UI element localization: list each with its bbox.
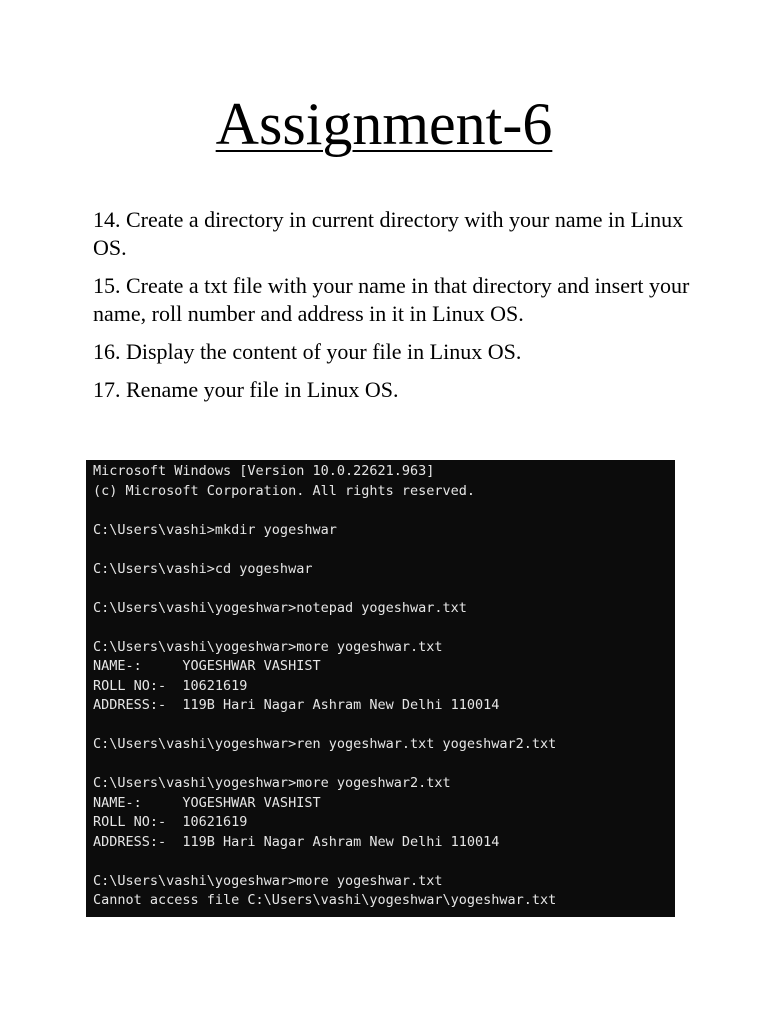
terminal-line-blank: [93, 540, 675, 560]
terminal-line-blank: [93, 579, 675, 599]
question-17: 17. Rename your file in Linux OS.: [93, 377, 399, 402]
terminal-line-output-roll: ROLL NO:- 10621619: [93, 677, 248, 694]
question-15: 15. Create a txt file with your name in that directory and insert your name, roll number and address in it in Linux OS.: [93, 273, 690, 326]
terminal-line-output-address: ADDRESS:- 119B Hari Nagar Ashram New Delhi 110014: [93, 833, 500, 850]
terminal-line-blank: [93, 755, 675, 775]
terminal-line-more-old: C:\Users\vashi\yogeshwar>more yogeshwar.txt: [93, 872, 443, 889]
terminal-line-output-address: ADDRESS:- 119B Hari Nagar Ashram New Delhi 110014: [93, 697, 500, 713]
terminal-line-blank: [93, 852, 675, 872]
terminal-line-blank: [93, 716, 675, 736]
terminal-line-notepad: C:\Users\vashi\yogeshwar>notepad yogeshwar.txt: [93, 599, 467, 616]
terminal-line-version: Microsoft Windows [Version 10.0.22621.963]: [93, 463, 435, 479]
assignment-title-text: Assignment-6: [215, 91, 553, 157]
terminal-line-more-renamed: C:\Users\vashi\yogeshwar>more yogeshwar2.txt: [93, 775, 451, 791]
terminal-line-blank: [93, 618, 675, 638]
terminal-line-mkdir: C:\Users\vashi>mkdir yogeshwar: [93, 521, 337, 538]
terminal-line-cd: C:\Users\vashi>cd yogeshwar: [93, 560, 313, 577]
terminal-line-output-name: NAME-: YOGESHWAR VASHIST: [93, 658, 321, 674]
terminal-line-error: Cannot access file C:\Users\vashi\yogeshwar\yogeshwar.txt: [93, 892, 557, 908]
question-14: 14. Create a directory in current directory with your name in Linux OS.: [93, 207, 684, 260]
terminal-line-more: C:\Users\vashi\yogeshwar>more yogeshwar.txt: [93, 638, 443, 655]
terminal-line-copyright: (c) Microsoft Corporation. All rights reserved.: [93, 482, 476, 499]
terminal-line-output-roll: ROLL NO:- 10621619: [93, 814, 248, 830]
assignment-title: [0, 88, 768, 160]
terminal-line-blank: [93, 501, 675, 521]
terminal-line-output-name: NAME-: YOGESHWAR VASHIST: [93, 794, 321, 811]
question-16: 16. Display the content of your file in Linux OS.: [93, 339, 522, 364]
terminal-line-ren: C:\Users\vashi\yogeshwar>ren yogeshwar.txt yogeshwar2.txt: [93, 736, 557, 752]
question-list: [93, 206, 693, 414]
terminal-screenshot: [86, 460, 675, 917]
